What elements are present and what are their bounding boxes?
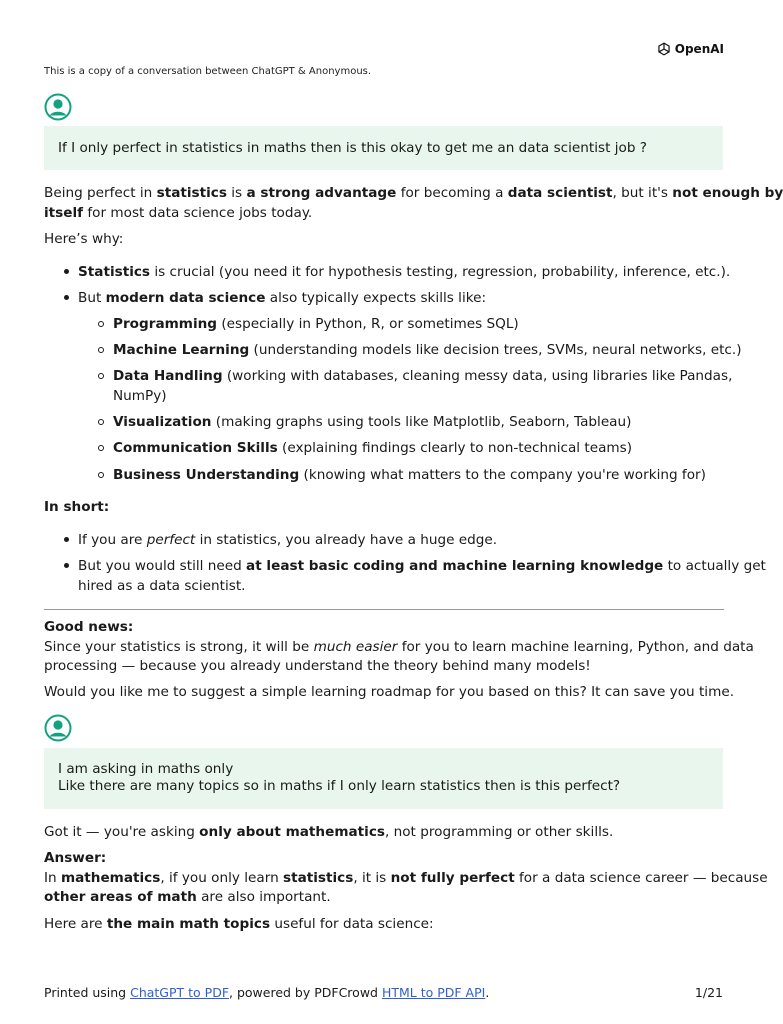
user-avatar-icon [44, 93, 72, 121]
bullet-dot [64, 295, 69, 300]
user-message-line: I am asking in maths only [58, 761, 234, 777]
sub-list-item: Programming (especially in Python, R, or sometimes SQL) [113, 316, 519, 332]
bullet-dot [64, 563, 69, 568]
brand-name: OpenAI [674, 42, 724, 56]
user-message-line: Like there are many topics so in maths if I only learn statistics then is this perfect? [58, 778, 621, 794]
bullet-ring [98, 373, 104, 379]
bullet-dot [64, 537, 69, 542]
sub-list-item: Business Understanding (knowing what matters to the company you're working for) [113, 467, 706, 483]
sub-list-item: Data Handling (working with databases, cleaning messy data, using libraries like Pandas, [113, 368, 733, 384]
list-item: But modern data science also typically expects skills like: [78, 290, 487, 306]
list-item: But you would still need at least basic coding and machine learning knowledge to actually get [78, 558, 766, 574]
user-message [44, 748, 723, 809]
bullet-dot [64, 269, 69, 274]
response-paragraph: Here are the main math topics useful for data science: [44, 916, 434, 932]
openai-logo [656, 41, 724, 57]
list-item-continued: hired as a data scientist. [78, 578, 246, 594]
chatgpt-to-pdf-link[interactable]: ChatGPT to PDF [130, 985, 230, 1000]
list-item: If you are perfect in statistics, you already have a huge edge. [78, 532, 498, 548]
user-avatar-icon [44, 714, 72, 742]
response-text: Here’s why: [44, 231, 124, 247]
conversation-note: This is a copy of a conversation between ChatGPT & Anonymous. [44, 66, 372, 77]
response-paragraph-line: itself for most data science jobs today. [44, 205, 313, 221]
sub-list-item: Visualization (making graphs using tools like Matplotlib, Seaborn, Tableau) [113, 414, 632, 430]
response-paragraph: Being perfect in statistics is a strong advantage for becoming a data scientist, but it's not enough by [44, 185, 783, 201]
list-item: Statistics is crucial (you need it for hypothesis testing, regression, probability, inference, etc.). [78, 264, 731, 280]
sub-list-item-continued: NumPy) [113, 388, 167, 404]
section-heading: Good news: [44, 619, 134, 635]
footer: Printed using ChatGPT to PDF, powered by PDFCrowd HTML to PDF API. [44, 985, 490, 1000]
user-message-text: If I only perfect in statistics in maths then is this okay to get me an data scientist job ? [58, 140, 647, 156]
html-to-pdf-api-link[interactable]: HTML to PDF API [381, 985, 486, 1000]
response-paragraph-line: other areas of math are also important. [44, 889, 331, 905]
response-paragraph-line: processing — because you already understand the theory behind many models! [44, 658, 591, 674]
section-heading: Answer: [44, 850, 107, 866]
bullet-ring [98, 472, 104, 478]
page-number: 1/21 [694, 985, 723, 1000]
bullet-ring [98, 347, 104, 353]
sub-list-item: Communication Skills (explaining findings clearly to non-technical teams) [113, 440, 633, 456]
response-paragraph: Got it — you're asking only about mathematics, not programming or other skills. [44, 824, 614, 840]
bullet-ring [98, 419, 104, 425]
sub-list-item: Machine Learning (understanding models like decision trees, SVMs, neural networks, etc.) [113, 342, 742, 358]
response-paragraph: Since your statistics is strong, it will be much easier for you to learn machine learning, Python, and data [44, 639, 754, 655]
response-paragraph: In mathematics, if you only learn statistics, it is not fully perfect for a data science career — because [44, 870, 768, 886]
section-heading: In short: [44, 499, 110, 515]
response-text: Would you like me to suggest a simple learning roadmap for you based on this? It can save you time. [44, 684, 735, 700]
bullet-ring [98, 445, 104, 451]
openai-logo-icon [656, 41, 672, 57]
divider [44, 609, 724, 610]
bullet-ring [98, 321, 104, 327]
user-message [44, 126, 723, 170]
